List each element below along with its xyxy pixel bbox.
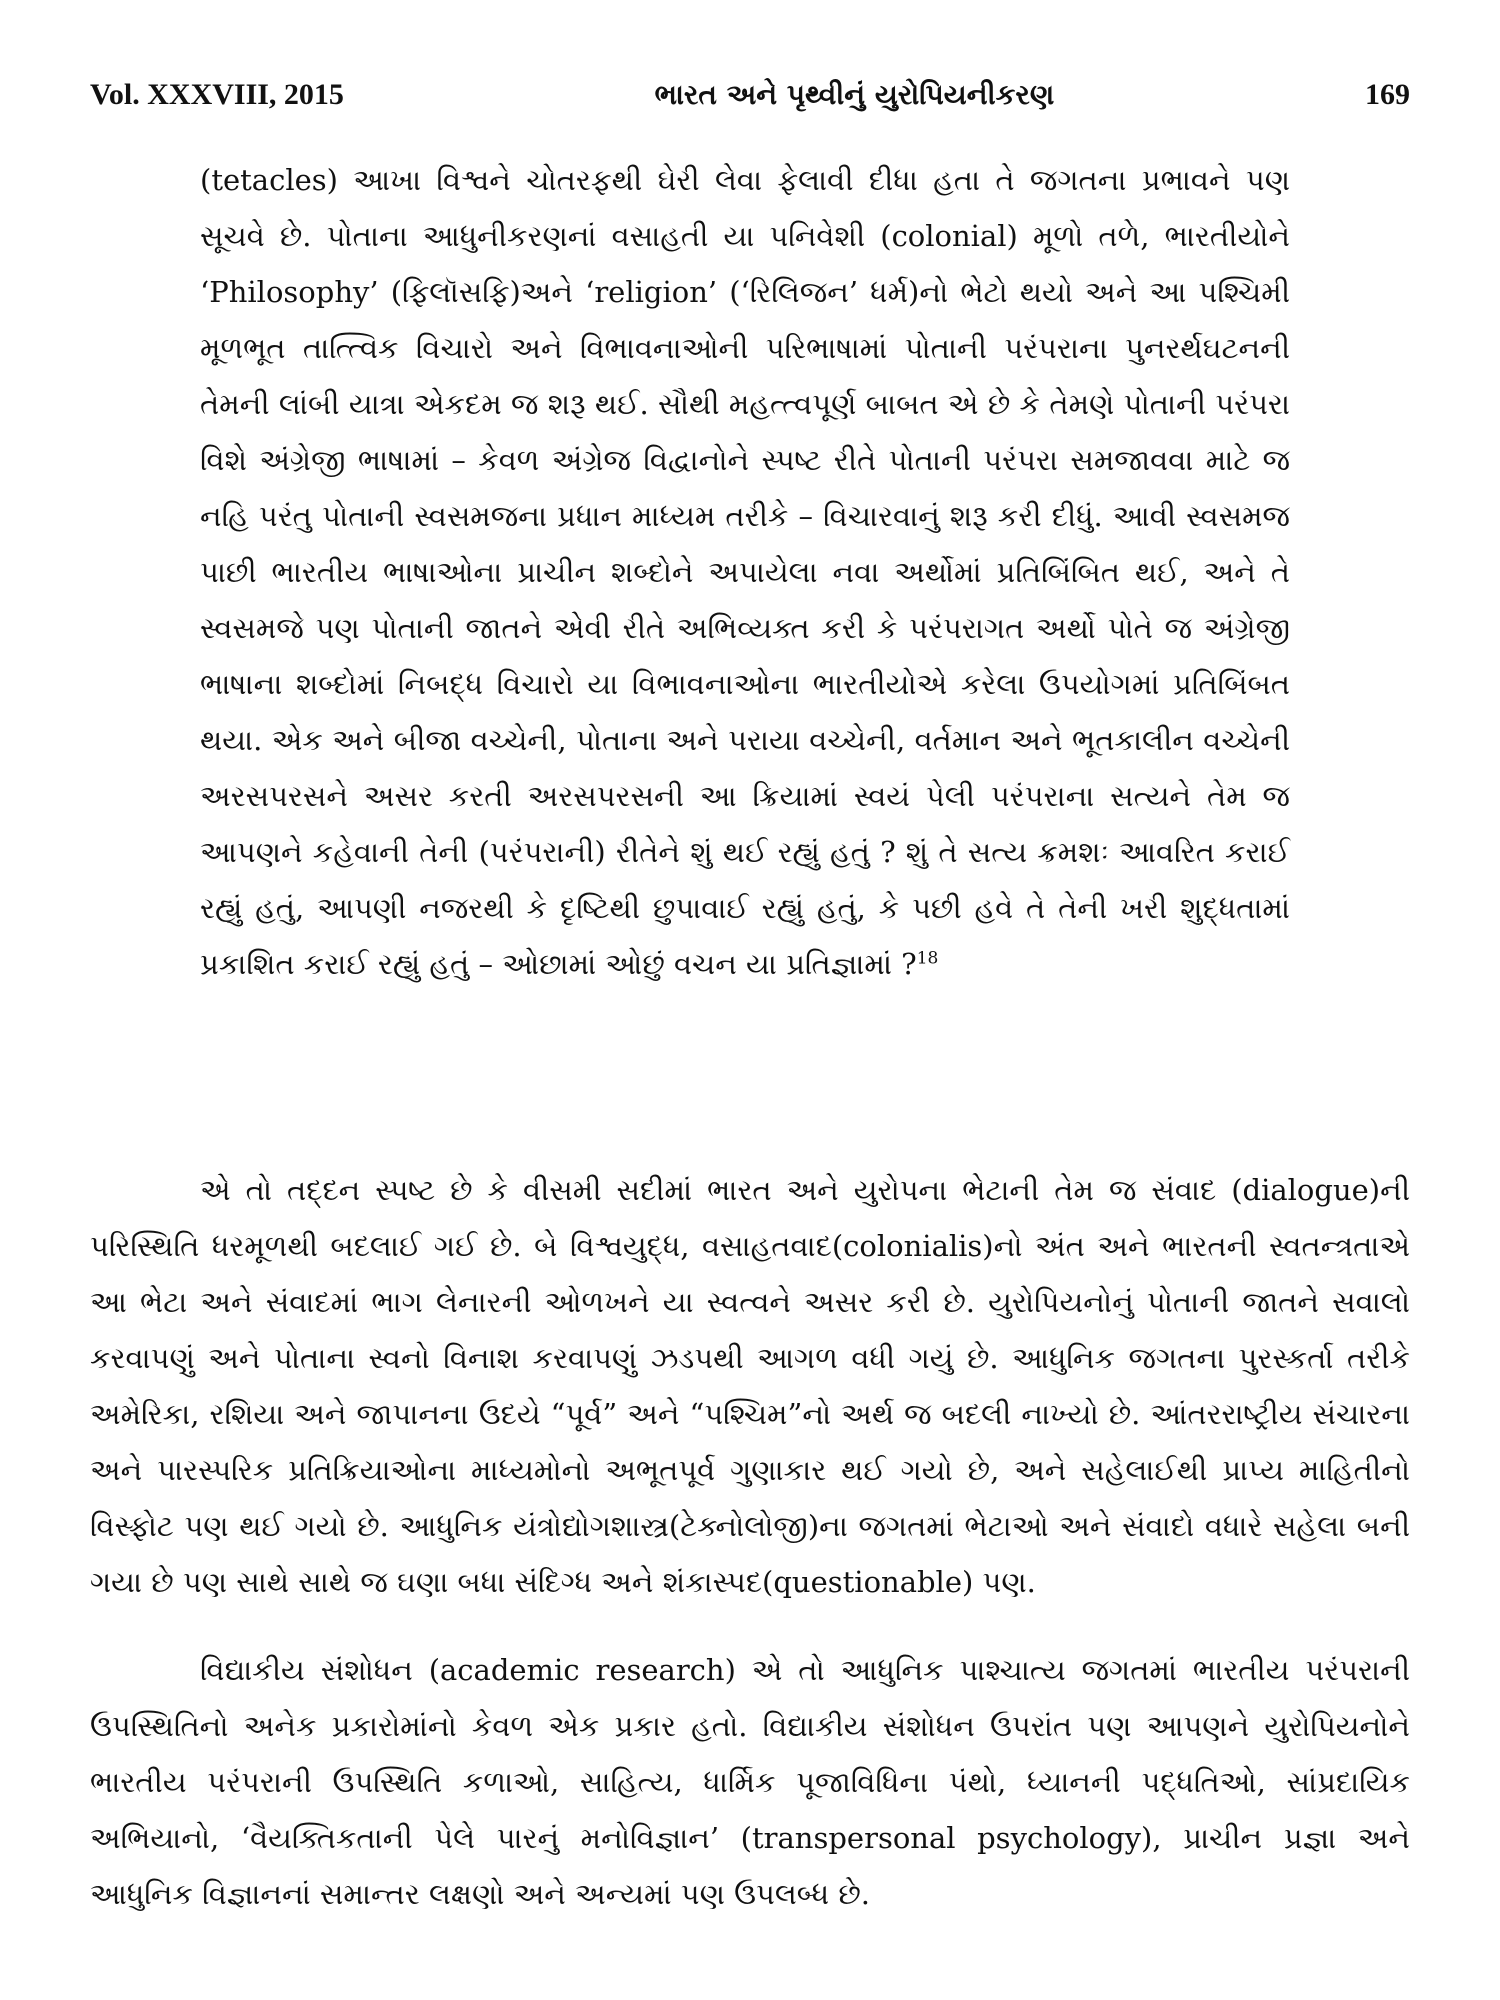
- body-paragraph: વિદ્યાકીય સંશોધન (academic research) એ તો આધુનિક પાશ્ચાત્ય જગતમાં ભારતીય પરંપરાની ઉપસ્થિતિનો અનેક પ્રકારોમાંનો કેવળ એક પ્રકાર હતો. વિદ્યાકીય સંશોધન ઉપરાંત પણ આપણને યુરોપિયનોને ભારતીય પરંપરાની ઉપસ્થિતિ કળાઓ, સાહિત્ય, ધાર્મિક પૂજાવિધિના પંથો, ધ્યાનની પદ્ધતિઓ, સાંપ્રદાયિક અભિયાનો, ‘વૈયક્તિકતાની પેલે પારનું મનોવિજ્ઞાન’ (transpersonal psychology), પ્રાચીન પ્રજ્ઞા અને આધુનિક વિજ્ઞાનનાં સમાન્તર લક્ષણો અને અન્યમાં પણ ઉપલબ્ધ છે.: [90, 1653, 1410, 1911]
- body-text: [90, 1162, 1410, 1954]
- footnote-reference: 18: [916, 948, 939, 969]
- quote-paragraph: [200, 152, 1290, 992]
- running-title: ભારત અને પૃથ્વીનું યુરોપિયનીકરણ: [654, 78, 1055, 111]
- volume-label: Vol. XXXVIII, 2015: [90, 78, 344, 111]
- page-number: 169: [1364, 78, 1410, 111]
- block-quote: [200, 152, 1290, 992]
- body-paragraph: એ તો તદ્દન સ્પષ્ટ છે કે વીસમી સદીમાં ભારત અને યુરોપના ભેટાની તેમ જ સંવાદ (dialogue)ની પરિસ્થિતિ ધરમૂળથી બદલાઈ ગઈ છે. બે વિશ્વયુદ્ધ, વસાહતવાદ(colonialis)નો અંત અને ભારતની સ્વતન્ત્રતાએ આ ભેટા અને સંવાદમાં ભાગ લેનારની ઓળખને યા સ્વત્વને અસર કરી છે. યુરોપિયનોનું પોતાની જાતને સવાલો કરવાપણું અને પોતાના સ્વનો વિનાશ કરવાપણું ઝડપથી આગળ વધી ગયું છે. આધુનિક જગતના પુરસ્કર્તા તરીકે અમેરિકા, રશિયા અને જાપાનના ઉદયે “પૂર્વ” અને “પશ્ચિમ”નો અર્થ જ બદલી નાખ્યો છે. આંતરરાષ્ટ્રીય સંચારના અને પારસ્પરિક પ્રતિક્રિયાઓના માધ્યમોનો અભૂતપૂર્વ ગુણાકાર થઈ ગયો છે, અને સહેલાઈથી પ્રાપ્ય માહિતીનો વિસ્ફોટ પણ થઈ ગયો છે. આધુનિક યંત્રોદ્યોગશાસ્ત્ર(ટેક્નોલોજી)ના જગતમાં ભેટાઓ અને સંવાદો વધારે સહેલા બની ગયા છે પણ સાથે સાથે જ ઘણા બધા સંદિગ્ધ અને શંકાસ્પદ(questionable) પણ.: [90, 1173, 1410, 1599]
- running-header: [90, 70, 1410, 120]
- quote-text: (tetacles) આખા વિશ્વને ચોતરફથી ઘેરી લેવા ફેલાવી દીધા હતા તે જગતના પ્રભાવને પણ સૂચવે છે. પોતાના આધુનીકરણનાં વસાહતી યા પનિવેશી (colonial) મૂળો તળે, ભારતીયોને ‘Philosophy’ (ફિલૉસફિ)અને ‘religion’ (‘રિલિજન’ ધર્મ)નો ભેટો થયો અને આ પશ્ચિમી મૂળભૂત તાત્ત્વિક વિચારો અને વિભાવનાઓની પરિભાષામાં પોતાની પરંપરાના પુનરર્થઘટનની તેમની લાંબી યાત્રા એકદમ જ શરૂ થઈ. સૌથી મહત્ત્વપૂર્ણ બાબત એ છે કે તેમણે પોતાની પરંપરા વિશે અંગ્રેજી ભાષામાં – કેવળ અંગ્રેજ વિદ્વાનોને સ્પષ્ટ રીતે પોતાની પરંપરા સમજાવવા માટે જ નહિ પરંતુ પોતાની સ્વસમજના પ્રધાન માધ્યમ તરીકે – વિચારવાનું શરૂ કરી દીધું. આવી સ્વસમજ પાછી ભારતીય ભાષાઓના પ્રાચીન શબ્દોને અપાયેલા નવા અર્થોમાં પ્રતિબિંબિત થઈ, અને તે સ્વસમજે પણ પોતાની જાતને એવી રીતે અભિવ્યક્ત કરી કે પરંપરાગત અર્થો પોતે જ અંગ્રેજી ભાષાના શબ્દોમાં નિબદ્ધ વિચારો યા વિભાવનાઓના ભારતીયોએ કરેલા ઉપયોગમાં પ્રતિબિંબત થયા. એક અને બીજા વચ્ચેની, પોતાના અને પરાયા વચ્ચેની, વર્તમાન અને ભૂતકાલીન વચ્ચેની અરસપરસને અસર કરતી અરસપરસની આ ક્રિયામાં સ્વયં પેલી પરંપરાના સત્યને તેમ જ આપણને કહેવાની તેની (પરંપરાની) રીતેને શું થઈ રહ્યું હતું ? શું તે સત્ય ક્રમશઃ આવરિત કરાઈ રહ્યું હતું, આપણી નજરથી કે દૃષ્ટિથી છુપાવાઈ રહ્યું હતું, કે પછી હવે તે તેની ખરી શુદ્ધતામાં પ્રકાશિત કરાઈ રહ્યું હતું – ઓછામાં ઓછું વચન યા પ્રતિજ્ઞામાં ?: [200, 163, 1290, 981]
